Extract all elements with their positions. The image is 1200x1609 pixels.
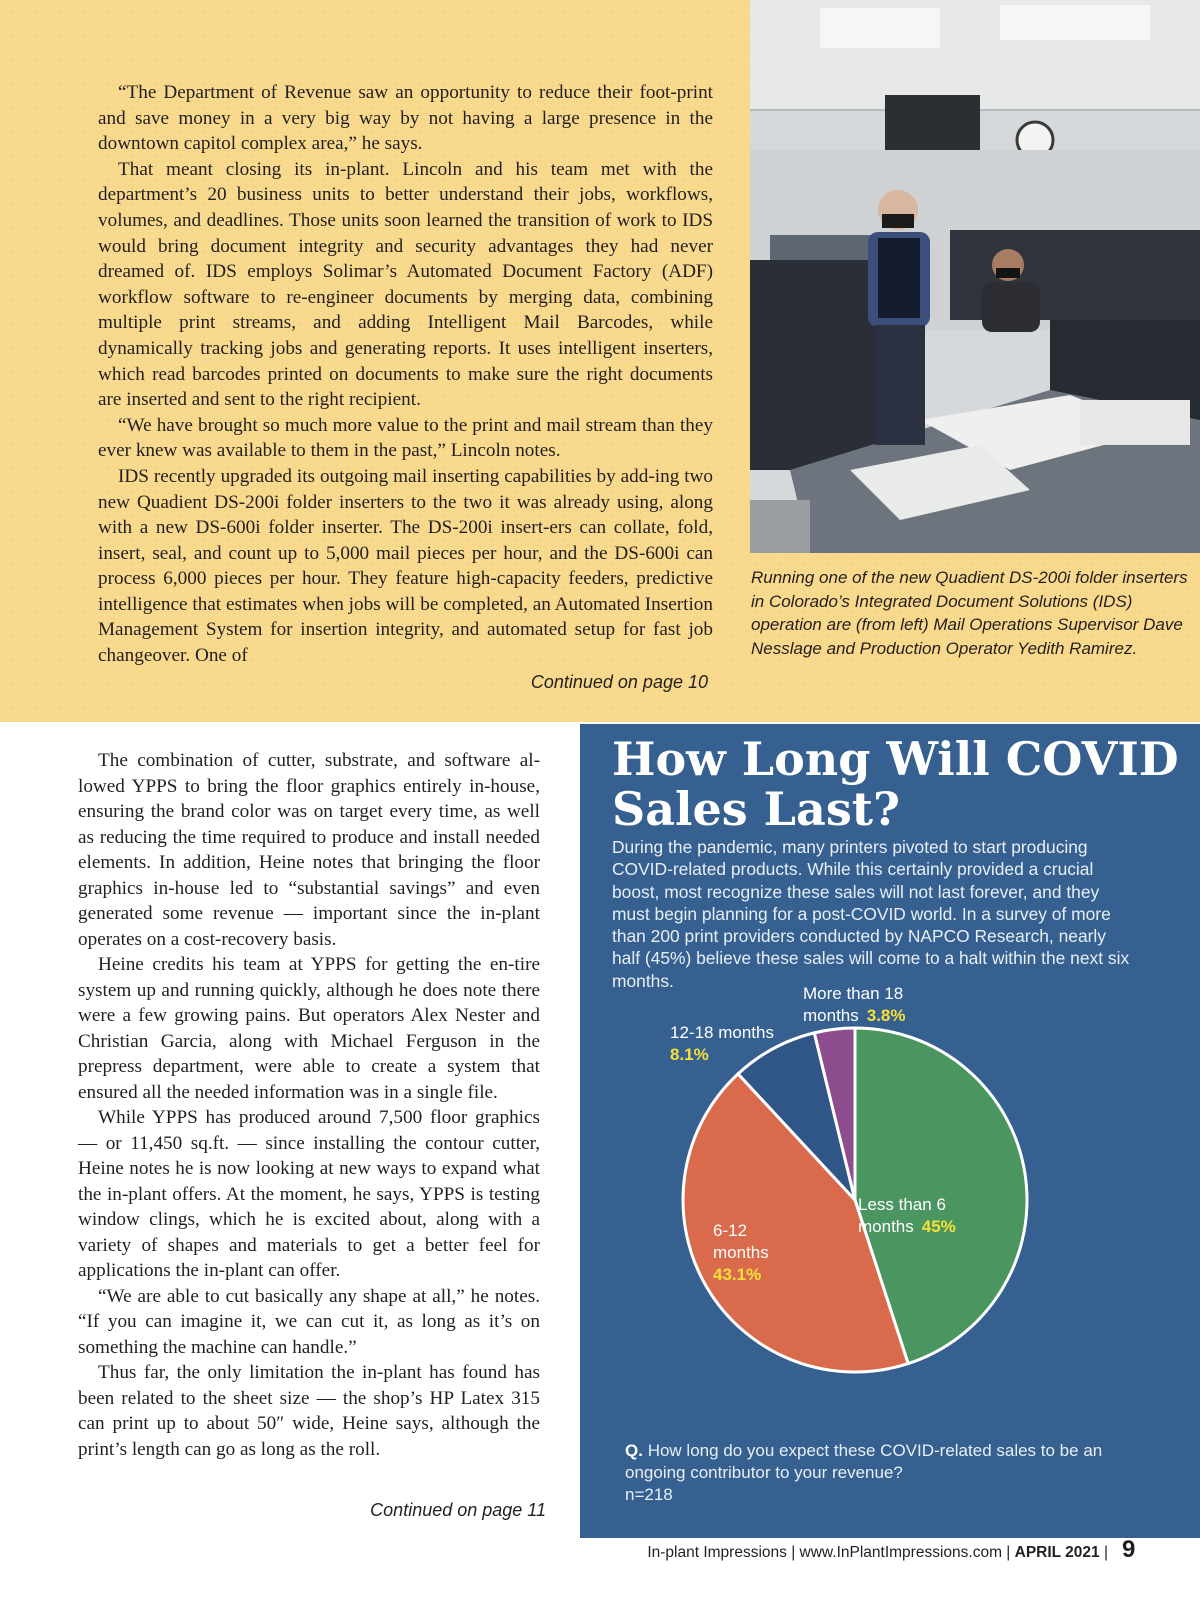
paragraph: While YPPS has produced around 7,500 floor graphics — or 11,450 sq.ft. — since installing the contour cutter, Heine notes he is now looking at new ways to expand what the in-plant offers. At the moment, he says, YPPS is testing window clings, which he is excited about, along with a variety of shapes and materials to get a better feel for applications the in-plant can offer. xyxy=(78,1107,540,1281)
pie-value-1: 43.1% xyxy=(713,1265,762,1284)
pie-chart xyxy=(580,724,1200,1424)
sidebar-intro: During the pandemic, many printers pivoted to start producing COVID-related products. While this certainly provided a crucial boost, most recognize these sales will not last forever, and they must begin planning for a post-COVID world. In a survey of more than 200 print providers conducted by NAPCO Research, nearly half (45%) believe these sales will come to a halt within the next six months. xyxy=(612,837,1130,991)
footer-magazine: In-plant Impressions xyxy=(647,1544,787,1561)
sidebar-panel xyxy=(580,724,1200,1538)
paragraph: “The Department of Revenue saw an opportunity to reduce their foot-print and save money in a very big way by not having a large presence in the downtown capitol complex area,” he says. xyxy=(98,82,713,155)
paragraph: “We have brought so much more value to the print and mail stream than they ever knew was available to them in the past,” Lincoln notes. xyxy=(98,414,713,462)
pie-value-3: 3.8% xyxy=(866,1006,906,1025)
continued-on-page-10: Continued on page 10 xyxy=(530,672,708,692)
pie-label-1: 6-12 months 43.1% xyxy=(713,1221,769,1284)
article-top-text xyxy=(98,80,713,669)
photo-illustration xyxy=(750,0,1200,553)
continued-on-page-11: Continued on page 11 xyxy=(370,1500,546,1520)
pie-label-3: More than 18 months 3.8% xyxy=(803,984,906,1025)
pie-label-0: Less than 6 months 45% xyxy=(858,1195,956,1236)
photo-caption: Running one of the new Quadient DS-200i folder inserters in Colorado’s Integrated Document Solutions (IDS) operation are (from left) Mail Operations Supervisor Dave Nesslage and Production Operator Yedith Ramirez. xyxy=(751,568,1188,658)
article-bottom-text xyxy=(78,748,540,1462)
pie-value-0: 45% xyxy=(921,1217,956,1236)
sidebar-title: How Long Will COVID Sales Last? xyxy=(612,732,1179,836)
paragraph: “We are able to cut basically any shape at all,” he notes. “If you can imagine it, we can cut it, as long as it’s on something the machine can handle.” xyxy=(78,1285,540,1358)
question-text: How long do you expect these COVID-related sales to be an ongoing contributor to your revenue? xyxy=(625,1441,1103,1482)
footer-issue: APRIL 2021 xyxy=(1014,1544,1100,1561)
question-prefix: Q. xyxy=(625,1441,643,1460)
page-number: 9 xyxy=(1122,1536,1136,1563)
survey-question xyxy=(625,1440,1145,1506)
footer-divider: | xyxy=(1103,1544,1108,1561)
sample-size: n=218 xyxy=(625,1485,673,1504)
footer xyxy=(588,1544,1108,1562)
paragraph: Thus far, the only limitation the in-plant has found has been related to the sheet size — the shop’s HP Latex 315 can print up to about 50″ wide, Heine says, although the print’s length can go as long as the roll. xyxy=(78,1362,540,1460)
pie-label-2: 12-18 months 8.1% xyxy=(670,1023,774,1064)
footer-site: www.InPlantImpressions.com xyxy=(799,1544,1002,1561)
paragraph: Heine credits his team at YPPS for getting the en-tire system up and running quickly, although he does note there were a few growing pains. But operators Alex Nester and Christian Garcia, along with Michael Ferguson in the prepress department, were able to create a system that ensured all the needed information was in a single file. xyxy=(78,954,540,1103)
footer-divider: | xyxy=(1006,1544,1015,1561)
photo-mail-operations xyxy=(750,0,1200,553)
footer-divider: | xyxy=(791,1544,800,1561)
paragraph: The combination of cutter, substrate, and software al-lowed YPPS to bring the floor graphics entirely in-house, ensuring the brand color was on target every time, as well as reducing the time required to produce and install needed elements. In addition, Heine notes that bringing the floor graphics in-house led to “substantial savings” and even generated some revenue — important since the in-plant operates on a cost-recovery basis. xyxy=(78,750,540,950)
paragraph: IDS recently upgraded its outgoing mail inserting capabilities by add-ing two new Quadient DS-200i folder inserters to the two it was already using, along with a new DS-600i folder inserter. The DS-200i insert-ers can collate, fold, insert, seal, and count up to 5,000 mail pieces per hour, and the DS-600i can process 6,000 pieces per hour. They feature high-capacity feeders, predictive intelligence that estimates when jobs will be completed, an Automated Insertion Management System for insertion integrity, and automated setup for fast job changeover. One of xyxy=(98,465,713,667)
paragraph: That meant closing its in-plant. Lincoln and his team met with the department’s 20 business units to better understand their jobs, workflows, volumes, and deadlines. Those units soon learned the transition of work to IDS would bring document integrity and security advantages they had never dreamed of. IDS employs Solimar’s Automated Document Factory (ADF) workflow software to re-engineer documents by merging data, combining multiple print streams, and adding Intelligent Mail Barcodes, while dynamically tracking jobs and generating reports. It uses intelligent inserters, which read barcodes printed on documents to make sure the right documents are inserted and sent to the right recipient. xyxy=(98,158,713,411)
pie-value-2: 8.1% xyxy=(670,1045,709,1064)
